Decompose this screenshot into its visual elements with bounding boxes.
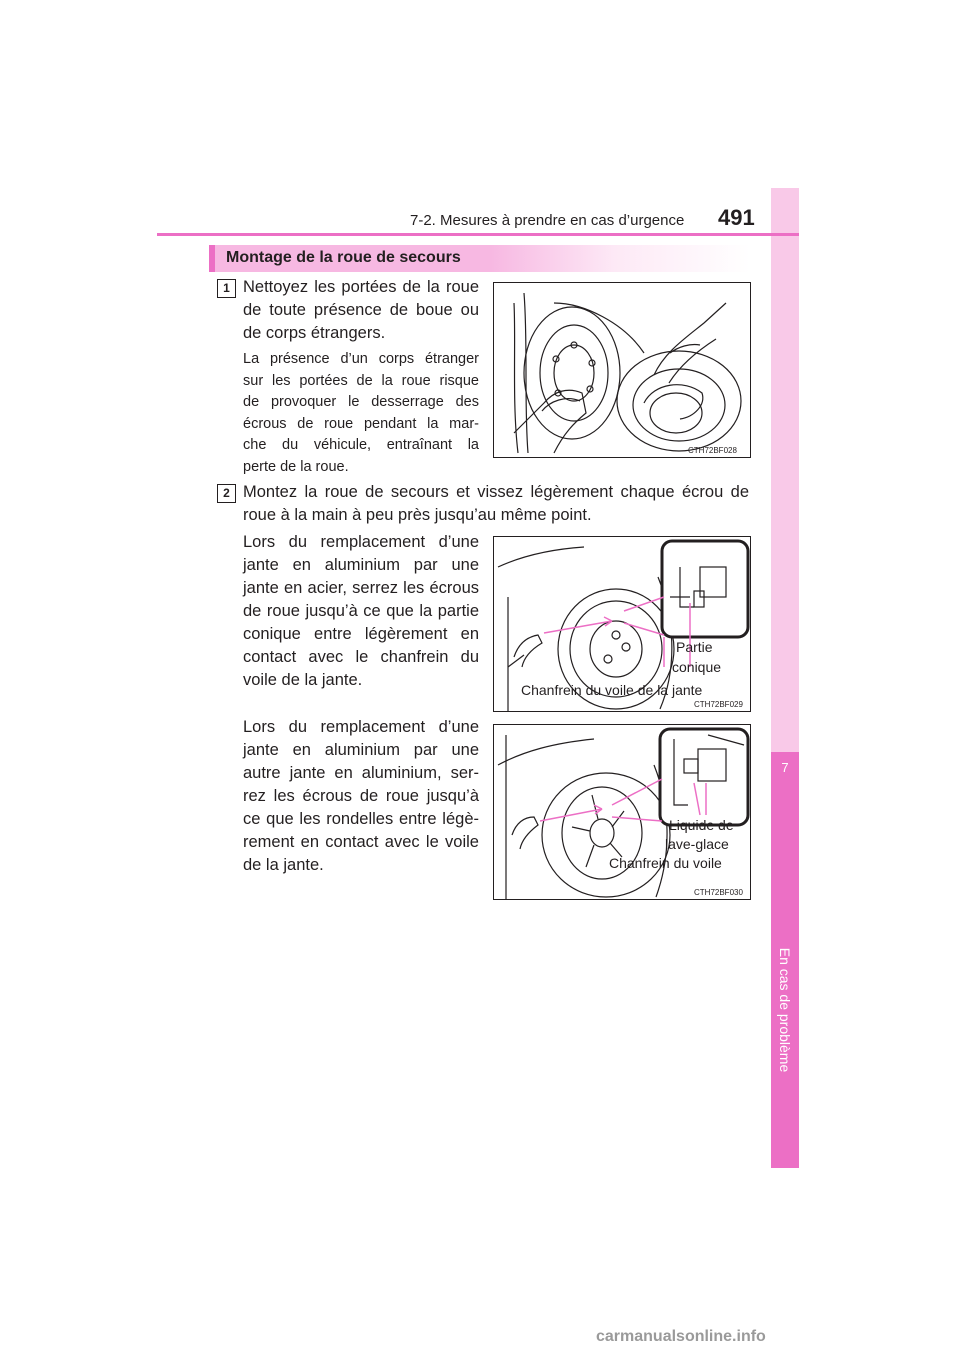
header-rule — [157, 233, 799, 236]
figure-code: CTH72BF029 — [694, 700, 743, 709]
text-line: de la jante. — [243, 856, 324, 874]
text-line: conique entre légèrement en — [243, 625, 479, 643]
watermark-text: carmanualsonline.info — [596, 1328, 766, 1345]
text-line: rement en contact avec le voile — [243, 833, 479, 851]
section-heading-title: Montage de la roue de secours — [226, 249, 461, 266]
label-conique: conique — [672, 659, 722, 675]
page-number: 491 — [718, 205, 755, 230]
step-1-number: 1 — [217, 279, 236, 298]
text-line: Lors du remplacement d’une — [243, 533, 479, 551]
step-2-text — [243, 481, 749, 527]
note-line: che du véhicule, entraînant la — [243, 437, 479, 453]
text-line: de corps étrangers. — [243, 324, 386, 342]
note-line: écrous de roue pendant la mar- — [243, 415, 479, 432]
step-1-note — [243, 349, 479, 478]
text-line: de roue jusqu’à ce que la partie — [243, 602, 479, 620]
text-line: Nettoyez les portées de la roue — [243, 278, 479, 296]
note-line: La présence d’un corps étranger — [243, 351, 479, 367]
figure-clean-hub — [493, 282, 751, 458]
figure-code: CTH72BF028 — [688, 446, 737, 455]
text-line: autre jante en aluminium, ser- — [243, 764, 479, 782]
text-line: de toute présence de boue ou — [243, 301, 479, 319]
step-1-text — [243, 276, 479, 345]
text-line: Lors du remplacement d’une — [243, 718, 479, 736]
label-liquide: Liquide de — [669, 817, 734, 833]
text-line: Montez la roue de secours et vissez légèrement chaque écrou de — [243, 483, 749, 501]
section-heading — [209, 245, 750, 272]
step-2-paragraph-steel — [243, 531, 479, 692]
note-line: de provoquer le desserrage des — [243, 394, 479, 410]
text-line: voile de la jante. — [243, 671, 363, 689]
text-line: roue à la main à peu près jusqu’au même point. — [243, 506, 592, 524]
note-line: perte de la roue. — [243, 458, 349, 475]
figure-alu-wheel — [493, 724, 751, 900]
step-2-paragraph-alu — [243, 716, 479, 877]
label-chanfrein-voile: Chanfrein du voile — [609, 855, 722, 871]
label-lave-glace: lave-glace — [665, 836, 729, 852]
label-partie: Partie — [676, 639, 713, 655]
text-line: ce que les rondelles entre légè- — [243, 810, 479, 828]
header-section-title: 7-2. Mesures à prendre en cas d’urgence — [410, 212, 685, 229]
label-chanfrein-jante: Chanfrein du voile de la jante — [521, 682, 703, 698]
text-line: jante en aluminium par une — [243, 741, 479, 759]
figure-code: CTH72BF030 — [694, 888, 743, 897]
figure-steel-wheel — [493, 536, 751, 712]
chapter-label: En cas de problème — [777, 947, 793, 1073]
text-line: rez les écrous de roue jusqu’à — [243, 787, 479, 805]
text-line: jante en acier, serrez les écrous — [243, 579, 479, 597]
chapter-number: 7 — [781, 760, 789, 775]
section-heading-bar — [209, 245, 215, 272]
note-line: sur les portées de la roue risque — [243, 372, 479, 389]
text-line: jante en aluminium par une — [243, 556, 479, 574]
hub-illustration — [494, 283, 750, 457]
text-line: contact avec le chanfrein du — [243, 648, 479, 666]
step-2-number: 2 — [217, 484, 236, 503]
alu-wheel-illustration — [494, 725, 750, 899]
